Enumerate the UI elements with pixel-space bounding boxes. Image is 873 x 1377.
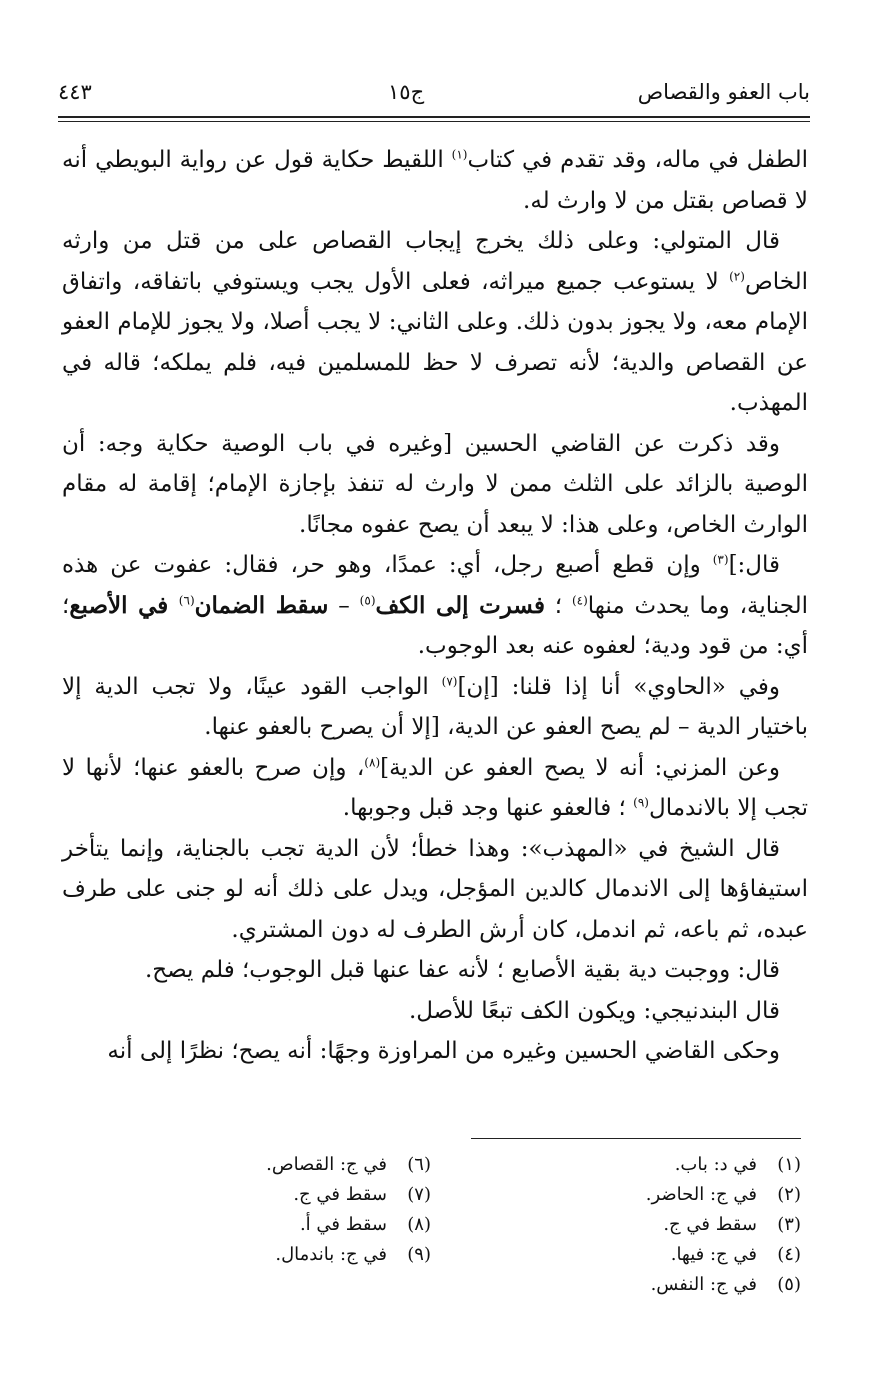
text-run: وفي «الحاوي» أنا إذا قلنا: [إن] xyxy=(457,673,781,700)
footnote-8 xyxy=(131,1210,431,1240)
chapter-title: باب العفو والقصاص xyxy=(637,80,810,104)
header-rule-thin xyxy=(58,121,810,122)
paragraph-7: قال الشيخ في «المهذب»: وهذا خطأ؛ لأن الدية تجب بالجناية، وإنما يتأخر استيفاؤها إلى الاندمال كالدين المؤجل، ويدل على ذلك أنه لو جنى على طرف عبده، ثم باعه، ثم اندمل، كان أرش الطرف له دون المشتري. xyxy=(62,835,808,943)
paragraph-1 xyxy=(62,140,808,221)
header-rule xyxy=(58,116,810,118)
text-run: وإن قطع أصبع رجل، أي: عمدًا، وهو حر، فقال: عفوت عن هذه الجناية، وما يحدث منها xyxy=(62,552,808,619)
text-run: – xyxy=(328,592,360,619)
text-run: قال:] xyxy=(728,552,780,578)
bold-text: في الأصبع xyxy=(69,591,179,619)
footnote-number: (٩) xyxy=(407,1244,431,1265)
footnote-7 xyxy=(131,1180,431,1210)
page-number: ٤٤٣ xyxy=(58,80,92,104)
footnote-ref-9: (٩) xyxy=(633,795,649,810)
footnote-ref-7: (٧) xyxy=(441,673,458,688)
footnote-4 xyxy=(501,1240,801,1270)
text-run: ؛ xyxy=(544,592,572,619)
paragraph-5 xyxy=(62,667,808,748)
text-run: ؛ فالعفو عنها وجد قبل وجوبها. xyxy=(342,795,634,821)
text-run: وعن المزني: أنه لا يصح العفو عن الدية] xyxy=(380,754,780,781)
footnote-text: في ج: القصاص. xyxy=(266,1154,387,1175)
footnote-3 xyxy=(501,1210,801,1240)
paragraph-2 xyxy=(62,221,808,424)
footnote-ref-4: (٤) xyxy=(571,592,588,607)
text-run: ، وإن صرح بالعفو عنها؛ لأنها لا تجب إلا بالاندمال xyxy=(62,754,808,821)
footnote-number: (٢) xyxy=(777,1184,801,1205)
footnote-number: (٤) xyxy=(777,1244,801,1265)
paragraph-10: وحكى القاضي الحسين وغيره من المراوزة وجهًا: أنه يصح؛ نظرًا إلى أنه xyxy=(107,1038,780,1064)
footnote-2 xyxy=(501,1180,801,1210)
volume-label: ج١٥ xyxy=(388,80,425,104)
bold-text: فسرت إلى الكف xyxy=(375,591,545,619)
text-run: قال المتولي: وعلى ذلك يخرج إيجاب القصاص على من قتل من وارثه الخاص xyxy=(62,228,808,295)
footnote-number: (٥) xyxy=(777,1274,801,1295)
footnote-number: (٣) xyxy=(777,1214,801,1235)
footnote-ref-2: (٢) xyxy=(729,268,745,283)
footnote-1 xyxy=(501,1150,801,1180)
footnote-text: في د: باب. xyxy=(674,1154,757,1175)
page-header xyxy=(58,78,810,112)
footnote-column-left xyxy=(131,1150,431,1270)
footnote-6 xyxy=(131,1150,431,1180)
text-run: لا يستوعب جميع ميراثه، فعلى الأول يجب ويستوفي باتفاقه، واتفاق الإمام معه، ولا يجوز بدون ذلك. وعلى الثاني: لا يجب أصلا، ولا يجوز للإمام العفو عن القصاص والدية؛ لأنه تصرف لا حظ للمسلمين فيه، فلم يملكه؛ قاله في المهذب. xyxy=(62,268,808,416)
footnote-ref-8: (٨) xyxy=(364,754,381,769)
paragraph-6 xyxy=(62,748,808,829)
paragraph-3: وقد ذكرت عن القاضي الحسين [وغيره في باب الوصية حكاية وجه: أن الوصية بالزائد على الثلث ممن لا وارث له تنفذ بإجازة الإمام؛ إقامة له مقام الوارث الخاص، وعلى هذا: لا يبعد أن يصح عفوه مجانًا. xyxy=(62,430,808,538)
footnote-number: (٦) xyxy=(407,1154,431,1175)
footnote-ref-6: (٦) xyxy=(178,592,195,607)
text-run: ؛ أي: من قود ودية؛ لعفوه عنه بعد الوجوب. xyxy=(62,592,808,659)
footnote-ref-3: (٣) xyxy=(712,552,729,567)
footnote-9 xyxy=(131,1240,431,1270)
text-run: اللقيط حكاية قول عن رواية البويطي أنه لا قصاص بقتل من لا وارث له. xyxy=(62,147,808,214)
footnote-text: سقط في ج. xyxy=(293,1184,387,1205)
footnote-number: (٧) xyxy=(407,1184,431,1205)
text-run: الواجب القود عينًا، ولا تجب الدية إلا باختيار الدية – لم يصح العفو عن الدية، [إلا أن يصرح بالعفو عنها. xyxy=(62,673,808,740)
footnote-text: في ج: باندمال. xyxy=(275,1244,387,1265)
footnote-text: سقط في ج. xyxy=(663,1214,757,1235)
footnote-5 xyxy=(501,1270,801,1300)
footnote-ref-5: (٥) xyxy=(359,592,376,607)
footnote-column-right xyxy=(501,1150,801,1300)
footnote-text: في ج: فيها. xyxy=(670,1244,757,1265)
text-run: الطفل في ماله، وقد تقدم في كتاب xyxy=(467,147,808,173)
footnote-text: سقط في أ. xyxy=(299,1214,387,1235)
footnote-number: (٨) xyxy=(407,1214,431,1235)
footnote-text: في ج: الحاضر. xyxy=(645,1184,757,1205)
paragraph-4 xyxy=(62,545,808,667)
footnote-ref-1: (١) xyxy=(451,147,468,162)
footnote-text: في ج: النفس. xyxy=(650,1274,757,1295)
footnote-number: (١) xyxy=(777,1154,801,1175)
paragraph-9: قال البندنيجي: ويكون الكف تبعًا للأصل. xyxy=(408,997,780,1024)
footnote-rule xyxy=(471,1138,801,1139)
main-text xyxy=(62,140,808,1072)
bold-text: سقط الضمان xyxy=(194,591,329,619)
paragraph-8: قال: ووجبت دية بقية الأصابع ؛ لأنه عفا عنها قبل الوجوب؛ فلم يصح. xyxy=(144,957,780,983)
